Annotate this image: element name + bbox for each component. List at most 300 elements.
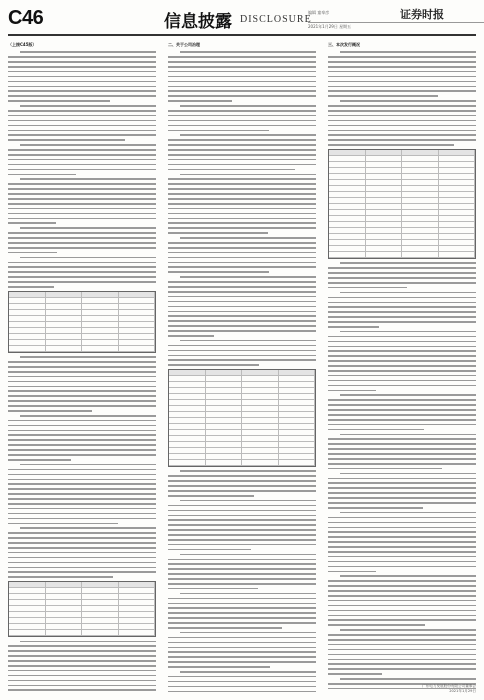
table-cell (402, 210, 439, 215)
text-line (340, 575, 476, 577)
table-cell (206, 442, 243, 447)
table-cell (119, 582, 156, 587)
text-line (168, 642, 316, 644)
text-block (328, 100, 476, 146)
table-cell (366, 252, 403, 257)
text-line (8, 174, 76, 176)
table-cell (119, 310, 156, 315)
text-line (328, 76, 476, 78)
table-cell (279, 418, 316, 423)
table-cell (279, 400, 316, 405)
text-line (328, 458, 476, 460)
table-cell (242, 454, 279, 459)
table-cell (119, 340, 156, 345)
text-line (8, 242, 156, 244)
text-block (8, 144, 156, 175)
text-block (328, 434, 476, 470)
table-cell (242, 424, 279, 429)
text-line (20, 641, 156, 643)
text-line (168, 315, 316, 317)
table-cell (279, 442, 316, 447)
text-line (180, 237, 316, 239)
text-block (8, 105, 156, 141)
table-cell (9, 322, 46, 327)
column-2 (168, 40, 316, 692)
text-line (8, 449, 156, 451)
text-line (328, 502, 476, 504)
text-line (168, 617, 316, 619)
text-block (328, 629, 476, 675)
text-line (168, 247, 316, 249)
table-cell (279, 394, 316, 399)
text-line (328, 605, 476, 607)
text-line (168, 661, 316, 663)
text-line (328, 561, 476, 563)
text-line (328, 463, 476, 465)
text-block (168, 554, 316, 590)
text-line (328, 110, 476, 112)
table-cell (439, 150, 476, 155)
table-cell (242, 436, 279, 441)
text-block (168, 51, 316, 102)
text-line (180, 632, 316, 634)
text-line (168, 510, 316, 512)
text-line (328, 497, 476, 499)
text-line (8, 361, 156, 363)
text-line (20, 257, 156, 259)
text-line (328, 399, 476, 401)
text-line (168, 364, 259, 366)
text-block (168, 470, 316, 496)
text-line (168, 130, 269, 132)
table-cell (329, 174, 366, 179)
table-cell (366, 168, 403, 173)
table-cell (402, 150, 439, 155)
text-line (8, 218, 156, 220)
text-block (168, 340, 316, 366)
text-line (328, 556, 476, 558)
table-cell (329, 168, 366, 173)
text-line (168, 598, 316, 600)
table-cell (402, 186, 439, 191)
text-line (8, 188, 156, 190)
table-cell (242, 370, 279, 375)
text-block (168, 134, 316, 170)
table-cell (206, 424, 243, 429)
text-line (8, 459, 71, 461)
text-line (8, 376, 156, 378)
section-title-en: DISCLOSURE (240, 14, 312, 25)
table-cell (206, 436, 243, 441)
footer-company: 广东电力发展股份有限公司董事会 (422, 684, 476, 688)
text-line (328, 56, 476, 58)
table-cell (169, 424, 206, 429)
text-line (8, 420, 156, 422)
text-block (328, 292, 476, 328)
text-block (168, 593, 316, 629)
text-line (168, 198, 316, 200)
table-cell (169, 436, 206, 441)
text-line (8, 444, 156, 446)
table-cell (206, 382, 243, 387)
text-line (180, 500, 316, 502)
text-line (168, 686, 316, 688)
text-line (328, 654, 476, 656)
table-cell (242, 394, 279, 399)
text-line (168, 691, 316, 692)
text-line (20, 105, 156, 107)
text-line (8, 434, 156, 436)
text-line (8, 198, 156, 200)
text-line (328, 566, 476, 568)
text-line (328, 649, 476, 651)
table-cell (82, 600, 119, 605)
table-cell (329, 162, 366, 167)
table-cell (366, 150, 403, 155)
table-cell (169, 418, 206, 423)
table-cell (169, 382, 206, 387)
table-cell (329, 204, 366, 209)
table-cell (402, 168, 439, 173)
text-line (328, 355, 476, 357)
text-line (180, 134, 316, 136)
text-line (168, 86, 316, 88)
text-block (8, 257, 156, 288)
text-line (328, 272, 476, 274)
table-cell (119, 316, 156, 321)
text-line (8, 208, 156, 210)
text-line (8, 479, 156, 481)
table-cell (439, 174, 476, 179)
text-line (168, 549, 251, 551)
text-line (168, 480, 316, 482)
text-block (8, 641, 156, 693)
table-cell (329, 150, 366, 155)
text-block (8, 51, 156, 102)
table-cell (46, 310, 83, 315)
text-line (8, 518, 156, 520)
text-line (328, 66, 476, 68)
text-line (8, 537, 156, 539)
text-line (180, 470, 316, 472)
text-line (168, 637, 316, 639)
text-line (8, 276, 156, 278)
text-line (168, 588, 258, 590)
text-line (168, 335, 214, 337)
table-row (329, 252, 475, 258)
text-line (168, 311, 316, 313)
text-line (168, 213, 316, 215)
text-line (8, 493, 156, 495)
text-line (168, 81, 316, 83)
text-line (328, 360, 476, 362)
table-cell (9, 600, 46, 605)
text-line (20, 178, 156, 180)
text-line (340, 100, 476, 102)
table-cell (119, 346, 156, 351)
table-cell (366, 240, 403, 245)
text-line (8, 532, 156, 534)
text-line (168, 306, 316, 308)
text-block (8, 227, 156, 253)
data-table (8, 581, 156, 637)
text-line (168, 193, 316, 195)
text-line (328, 468, 442, 470)
table-cell (82, 612, 119, 617)
table-cell (402, 228, 439, 233)
text-line (8, 81, 156, 83)
table-cell (366, 210, 403, 215)
table-cell (402, 240, 439, 245)
table-cell (402, 252, 439, 257)
text-line (328, 595, 476, 597)
table-cell (9, 594, 46, 599)
table-cell (329, 246, 366, 251)
text-line (328, 668, 476, 670)
text-line (8, 86, 156, 88)
text-line (168, 188, 316, 190)
text-line (168, 125, 316, 127)
text-line (168, 578, 316, 580)
text-line (328, 390, 376, 392)
table-cell (329, 216, 366, 221)
table-cell (439, 162, 476, 167)
text-line (328, 414, 476, 416)
text-line (8, 366, 156, 368)
text-line (168, 330, 316, 332)
text-line (328, 663, 476, 665)
table-cell (9, 582, 46, 587)
text-line (328, 419, 476, 421)
table-cell (46, 316, 83, 321)
text-line (20, 527, 156, 529)
table-cell (169, 454, 206, 459)
table-cell (82, 298, 119, 303)
text-line (328, 346, 476, 348)
text-line (328, 311, 476, 313)
table-cell (46, 606, 83, 611)
table-cell (82, 292, 119, 297)
table-cell (439, 240, 476, 245)
text-line (168, 257, 316, 259)
text-line (328, 634, 476, 636)
text-line (8, 66, 156, 68)
table-cell (9, 606, 46, 611)
table-cell (46, 630, 83, 635)
text-line (8, 164, 156, 166)
table-cell (242, 406, 279, 411)
text-block (168, 276, 316, 336)
text-block (168, 632, 316, 668)
table-cell (82, 310, 119, 315)
table-cell (82, 340, 119, 345)
text-line (168, 681, 316, 683)
text-line (180, 51, 316, 53)
table-cell (9, 612, 46, 617)
table-cell (9, 334, 46, 339)
table-cell (279, 424, 316, 429)
table-cell (329, 228, 366, 233)
text-line (8, 266, 156, 268)
table-cell (242, 448, 279, 453)
text-line (8, 286, 54, 288)
text-line (328, 341, 476, 343)
text-line (8, 154, 156, 156)
text-line (328, 517, 476, 519)
table-cell (329, 210, 366, 215)
text-line (328, 144, 454, 146)
table-cell (242, 400, 279, 405)
date-line: 2021年1月29日 星期五 (308, 22, 484, 31)
text-block (328, 394, 476, 430)
text-line (328, 438, 476, 440)
text-line (8, 232, 156, 234)
table-cell (402, 198, 439, 203)
text-line (168, 183, 316, 185)
text-line (8, 650, 156, 652)
table-cell (46, 340, 83, 345)
table-cell (82, 588, 119, 593)
text-line (8, 567, 156, 569)
table-cell (9, 588, 46, 593)
text-line (8, 390, 156, 392)
table-cell (329, 234, 366, 239)
text-line (328, 277, 476, 279)
text-line (328, 619, 476, 621)
table-cell (279, 382, 316, 387)
table-cell (279, 436, 316, 441)
table-cell (329, 156, 366, 161)
text-line (328, 673, 382, 675)
text-line (168, 534, 316, 536)
text-line (168, 281, 316, 283)
text-line (328, 81, 476, 83)
text-line (8, 474, 156, 476)
table-cell (119, 594, 156, 599)
text-line (168, 76, 316, 78)
table-cell (206, 430, 243, 435)
text-line (8, 523, 118, 525)
text-line (8, 56, 156, 58)
text-line (328, 370, 476, 372)
text-line (8, 395, 156, 397)
text-line (8, 430, 156, 432)
text-line (20, 227, 156, 229)
table-cell (366, 162, 403, 167)
text-line (168, 266, 316, 268)
table-cell (206, 400, 243, 405)
text-line (328, 580, 476, 582)
text-line (328, 365, 476, 367)
text-line (328, 287, 407, 289)
text-line (328, 551, 476, 553)
table-cell (402, 246, 439, 251)
table-cell (82, 606, 119, 611)
text-line (340, 678, 476, 680)
text-line (8, 134, 156, 136)
text-line (328, 659, 476, 661)
text-line (168, 222, 316, 224)
table-cell (119, 618, 156, 623)
table-cell (329, 222, 366, 227)
text-line (168, 178, 316, 180)
table-cell (279, 460, 316, 465)
table-cell (439, 198, 476, 203)
text-line (168, 139, 316, 141)
table-cell (119, 630, 156, 635)
text-line (328, 90, 476, 92)
article-columns (8, 40, 476, 692)
data-table (328, 149, 476, 259)
text-line (328, 306, 476, 308)
table-cell (119, 588, 156, 593)
text-line (168, 169, 295, 171)
table-cell (9, 346, 46, 351)
table-cell (439, 186, 476, 191)
text-line (168, 529, 316, 531)
table-cell (206, 412, 243, 417)
text-line (20, 415, 156, 417)
text-block (8, 178, 156, 224)
table-cell (46, 292, 83, 297)
text-line (168, 144, 316, 146)
text-line (328, 492, 476, 494)
text-line (8, 169, 156, 171)
table-cell (402, 174, 439, 179)
text-line (8, 508, 156, 510)
text-line (340, 394, 476, 396)
text-line (168, 120, 316, 122)
text-line (328, 546, 476, 548)
data-table (168, 369, 316, 467)
text-line (328, 302, 476, 304)
table-cell (206, 406, 243, 411)
table-cell (366, 216, 403, 221)
text-line (168, 252, 316, 254)
text-line (328, 71, 476, 73)
table-cell (9, 298, 46, 303)
text-line (168, 61, 316, 63)
table-cell (206, 388, 243, 393)
table-cell (366, 192, 403, 197)
table-cell (119, 292, 156, 297)
table-cell (366, 180, 403, 185)
text-line (340, 331, 476, 333)
table-cell (206, 376, 243, 381)
table-cell (279, 454, 316, 459)
table-cell (82, 334, 119, 339)
table-cell (46, 588, 83, 593)
table-cell (82, 328, 119, 333)
table-cell (82, 618, 119, 623)
table-cell (242, 418, 279, 423)
text-line (8, 386, 156, 388)
table-cell (169, 460, 206, 465)
table-cell (82, 624, 119, 629)
table-cell (329, 180, 366, 185)
text-line (8, 557, 156, 559)
text-line (168, 218, 316, 220)
text-line (8, 645, 156, 647)
text-line (340, 434, 476, 436)
table-cell (439, 234, 476, 239)
table-cell (119, 606, 156, 611)
table-cell (46, 624, 83, 629)
text-line (168, 524, 316, 526)
text-line (168, 519, 316, 521)
text-line (8, 71, 156, 73)
table-cell (46, 328, 83, 333)
